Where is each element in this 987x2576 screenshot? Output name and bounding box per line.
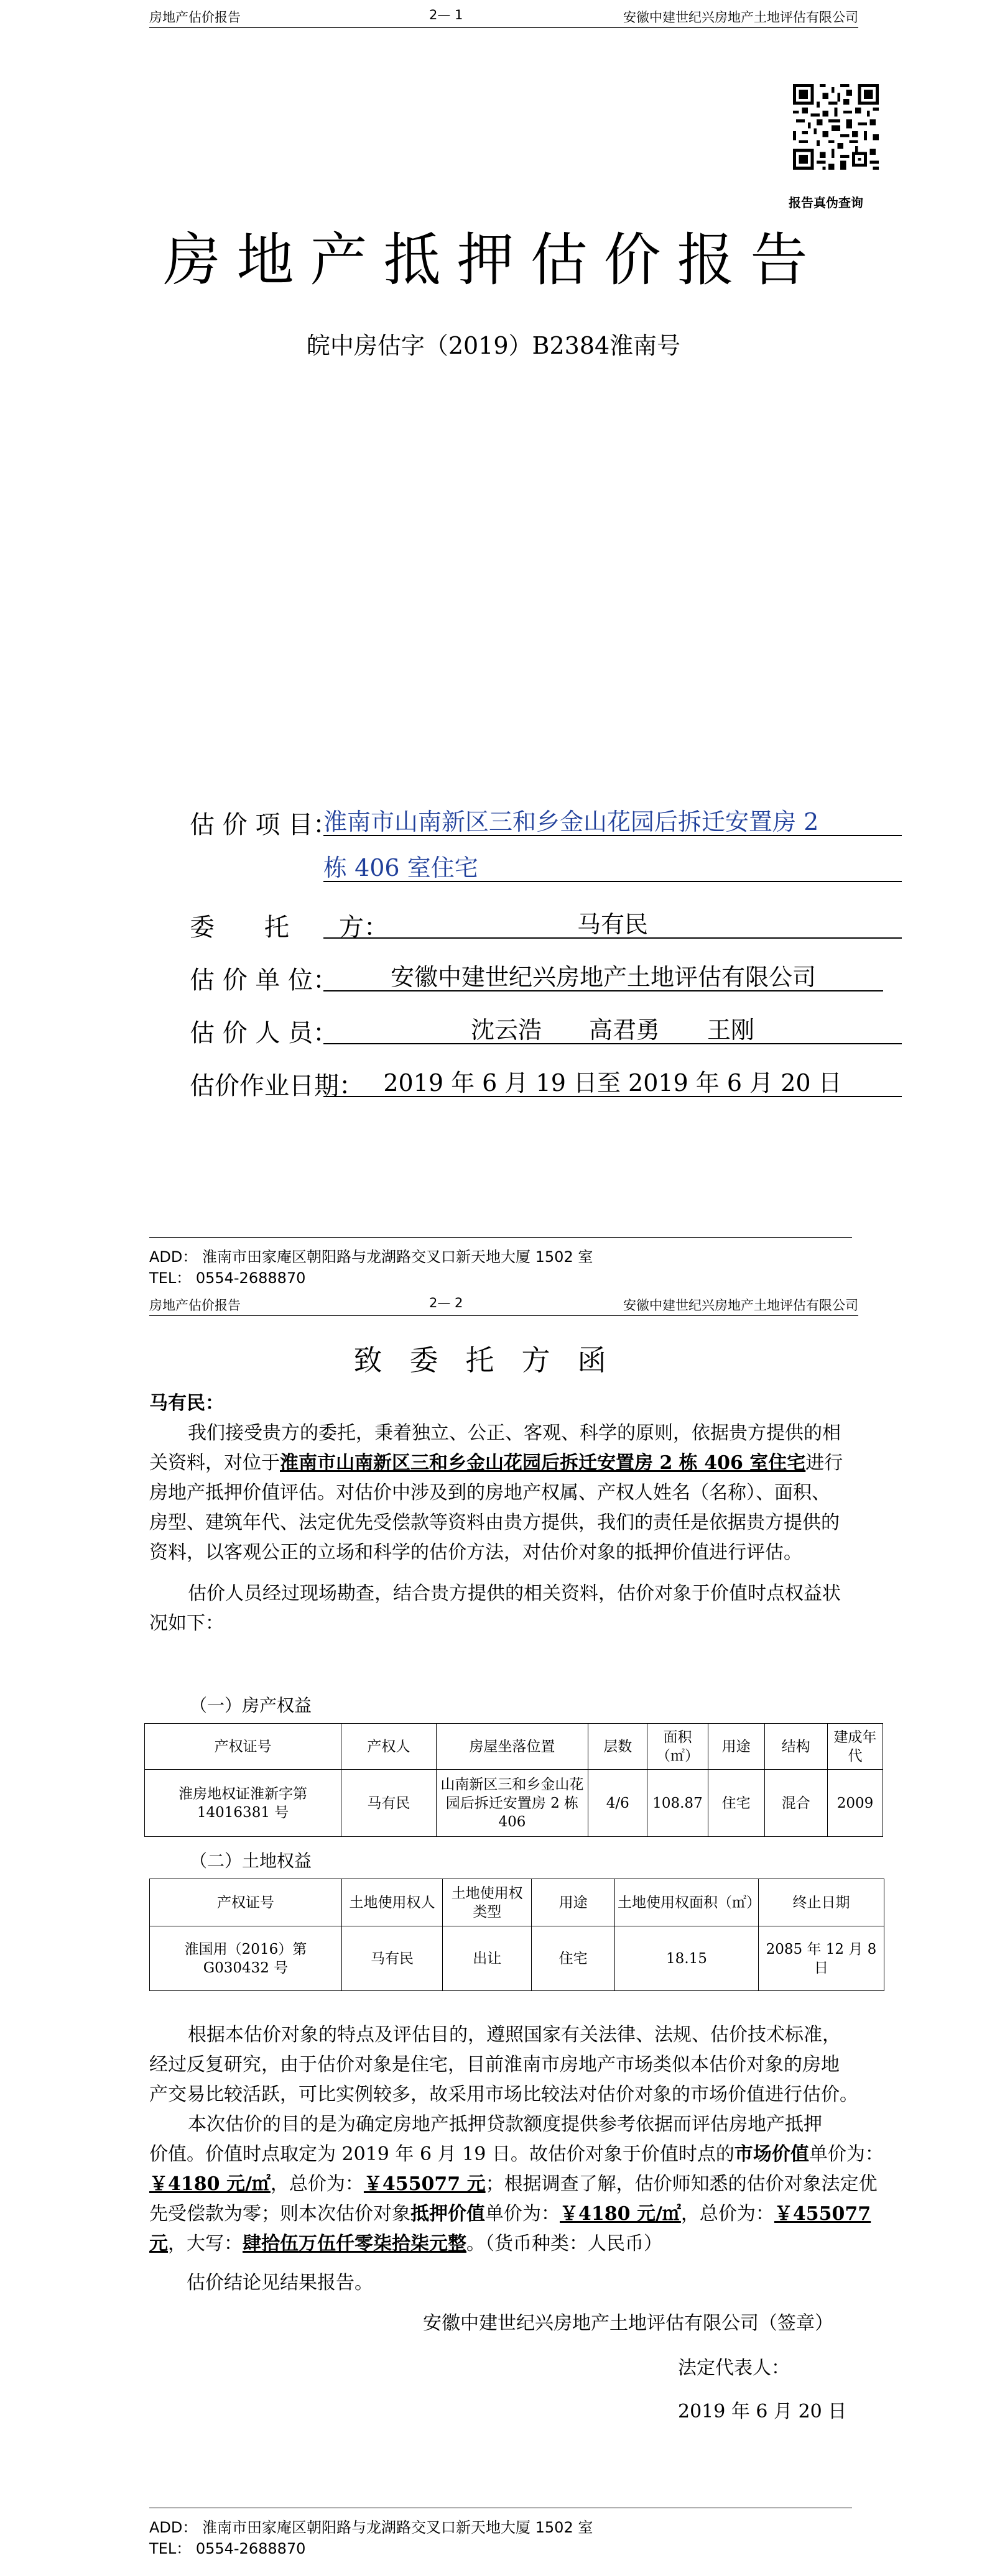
table-header-cell: 产权证号 [150,1879,342,1926]
text-line: 况如下： [149,1612,224,1634]
paragraph-inspection [149,1579,883,1639]
field-client-value: 马有民 [323,905,902,939]
table-cell: 2085 年 12 月 8 日 [758,1926,884,1991]
header-page-number: 2— 2 [429,1295,463,1310]
text-line [149,2169,883,2199]
header-page-number: 2— 1 [429,7,463,22]
report-title: 房地产抵押估价报告 [163,227,824,293]
text-line: 根据本估价对象的特点及评估目的，遵照国家有关法律、法规、估价技术标准， [188,2024,841,2046]
footer-phone: TEL： 0554-2688870 [149,2540,306,2557]
text-line: 我们接受贵方的委托，秉着独立、公正、客观、科学的原则，依据贵方提供的相 [188,1422,841,1444]
text-line [149,2140,883,2169]
field-appraisers-label: 估 价 人 员： [190,1019,338,1047]
table-header-cell: 面积（㎡） [647,1724,708,1770]
field-work-date-label: 估价作业日期： [190,1072,364,1100]
text-line: 房型、建筑年代、法定优先受偿款等资料由贵方提供，我们的责任是依据贵方提供的 [149,1512,840,1534]
property-address-highlight: 淮南市山南新区三和乡金山花园后拆迁安置房 2 栋 406 室住宅 [280,1452,806,1474]
table-row [145,1770,883,1837]
table-cell: 马有民 [341,1770,436,1837]
letter-salutation: 马有民： [149,1392,224,1414]
text-span: 单价为： [809,2143,884,2165]
header-right-text: 安徽中建世纪兴房地产土地评估有限公司 [623,10,858,25]
text-span: 先受偿款为零；则本次估价对象 [149,2203,410,2225]
table-row [150,1926,884,1991]
footer-address: ADD： 淮南市田家庵区朝阳路与龙湖路交叉口新天地大厦 1502 室 [149,2519,593,2536]
field-work-date-value: 2019 年 6 月 19 日至 2019 年 6 月 20 日 [323,1064,902,1097]
table-header-cell: 结构 [764,1724,827,1770]
amount-in-words: 肆拾伍万伍仟零柒拾柒元整 [243,2233,466,2255]
table-cell: 18.15 [614,1926,758,1991]
text-span: 。（货币种类：人民币） [466,2233,662,2255]
paragraph-conclusion [149,2110,883,2259]
table-header-cell: 建成年代 [827,1724,883,1770]
table-header-cell: 产权证号 [145,1724,341,1770]
text-line: 本次估价的目的是为确定房地产抵押贷款额度提供参考依据而评估房地产抵押 [188,2114,822,2135]
market-unit-price: ￥4180 元/㎡ [149,2173,271,2195]
field-appraiser-org-label: 估 价 单 位： [190,966,338,995]
text-line: 房地产抵押价值评估。对估价中涉及到的房地产权属、产权人姓名（名称）、面积、 [149,1482,830,1504]
table-header-cell: 终止日期 [758,1879,884,1926]
table-header-row [145,1724,883,1770]
table-cell: 淮房地权证淮新字第 14016381 号 [145,1770,341,1837]
header-left-text: 房地产估价报告 [149,10,241,25]
table-header-cell: 土地使用权人 [341,1879,442,1926]
table-cell: 出让 [443,1926,532,1991]
letter-title: 致委托方函 [353,1343,634,1377]
footer-divider [149,1237,852,1238]
header-left-text: 房地产估价报告 [149,1298,241,1313]
table-header-row [150,1879,884,1926]
text-line [149,2229,883,2259]
table-cell: 马有民 [341,1926,442,1991]
text-line [149,1448,883,1478]
footer-phone: TEL： 0554-2688870 [149,1269,306,1287]
table-header-cell: 用途 [532,1879,615,1926]
text-span: 价值。价值时点取定为 2019 年 6 月 19 日。故估价对象于价值时点的 [149,2143,734,2165]
paragraph-method [149,2020,883,2110]
footer-address: ADD： 淮南市田家庵区朝阳路与龙湖路交叉口新天地大厦 1502 室 [149,1248,593,1266]
section-house-rights: （一）房产权益 [190,1695,312,1716]
section-land-rights: （二）土地权益 [190,1851,312,1871]
field-project-label: 估 价 项 目： [190,811,338,839]
table-header-cell: 用途 [708,1724,764,1770]
table-header-cell: 土地使用权类型 [443,1879,532,1926]
table-header-cell: 土地使用权面积（㎡） [614,1879,758,1926]
text-span: ，总价为： [270,2173,364,2195]
qr-code-icon[interactable] [793,84,879,170]
text-line: 经过反复研究，由于估价对象是住宅，目前淮南市房地产市场类似本估价对象的房地 [149,2054,840,2076]
table-header-cell: 房屋坐落位置 [436,1724,588,1770]
text-line: 产交易比较活跃，可比实例较多，故采用市场比较法对估价对象的市场价值进行估价。 [149,2084,858,2105]
qr-code-label: 报告真伪查询 [789,195,863,210]
table-cell: 4/6 [588,1770,647,1837]
mortgage-total-price: ￥455077 [774,2203,871,2225]
table-cell: 住宅 [708,1770,764,1837]
field-project-value-line1: 淮南市山南新区三和乡金山花园后拆迁安置房 2 [323,803,902,836]
mortgage-value-label: 抵押价值 [410,2203,485,2225]
text-line: 资料，以客观公正的立场和科学的估价方法，对估价对象的抵押价值进行评估。 [149,1542,802,1563]
text-span: ，总价为： [680,2203,774,2225]
signer-date: 2019 年 6 月 20 日 [678,2401,847,2422]
page-header [149,0,858,28]
land-rights-table [149,1879,884,1991]
table-cell: 山南新区三和乡金山花园后拆迁安置房 2 栋 406 [436,1770,588,1837]
field-appraisers-value: 沈云浩 高君勇 王刚 [323,1011,902,1044]
house-rights-table [144,1723,883,1837]
report-number: 皖中房估字（2019）B2384淮南号 [306,332,681,359]
text-span: 进行 [805,1452,843,1474]
signer-company: 安徽中建世纪兴房地产土地评估有限公司（签章） [423,2312,833,2334]
table-cell: 混合 [764,1770,827,1837]
text-span: 关资料，对位于 [149,1452,280,1474]
table-cell: 淮国用（2016）第 G030432 号 [150,1926,342,1991]
text-span: ，大写： [168,2233,243,2255]
field-client-label: 委 托 方： [190,913,389,942]
letter-page [0,1288,987,2576]
paragraph-intro [149,1419,883,1568]
signer-representative: 法定代表人： [678,2357,790,2379]
table-header-cell: 层数 [588,1724,647,1770]
table-cell: 2009 [827,1770,883,1837]
field-project-value-line2: 栋 406 室住宅 [323,849,902,882]
text-line: 估价人员经过现场勘查，结合贵方提供的相关资料，估价对象于价值时点权益状 [188,1583,841,1604]
text-span: ；根据调查了解，估价师知悉的估价对象法定优 [485,2173,878,2195]
mortgage-total-unit: 元 [149,2233,168,2255]
mortgage-unit-price: ￥4180 元/㎡ [560,2203,681,2225]
market-total-price: ￥455077 元 [363,2173,486,2195]
text-span: 单价为： [485,2203,560,2225]
table-cell: 住宅 [532,1926,615,1991]
table-header-cell: 产权人 [341,1724,436,1770]
table-cell: 108.87 [647,1770,708,1837]
text-line [149,2199,883,2229]
market-value-label: 市场价值 [734,2143,809,2165]
conclusion-reference: 估价结论见结果报告。 [187,2272,373,2294]
page-header [149,1288,858,1316]
header-right-text: 安徽中建世纪兴房地产土地评估有限公司 [623,1298,858,1313]
field-appraiser-org-value: 安徽中建世纪兴房地产土地评估有限公司 [323,958,883,991]
